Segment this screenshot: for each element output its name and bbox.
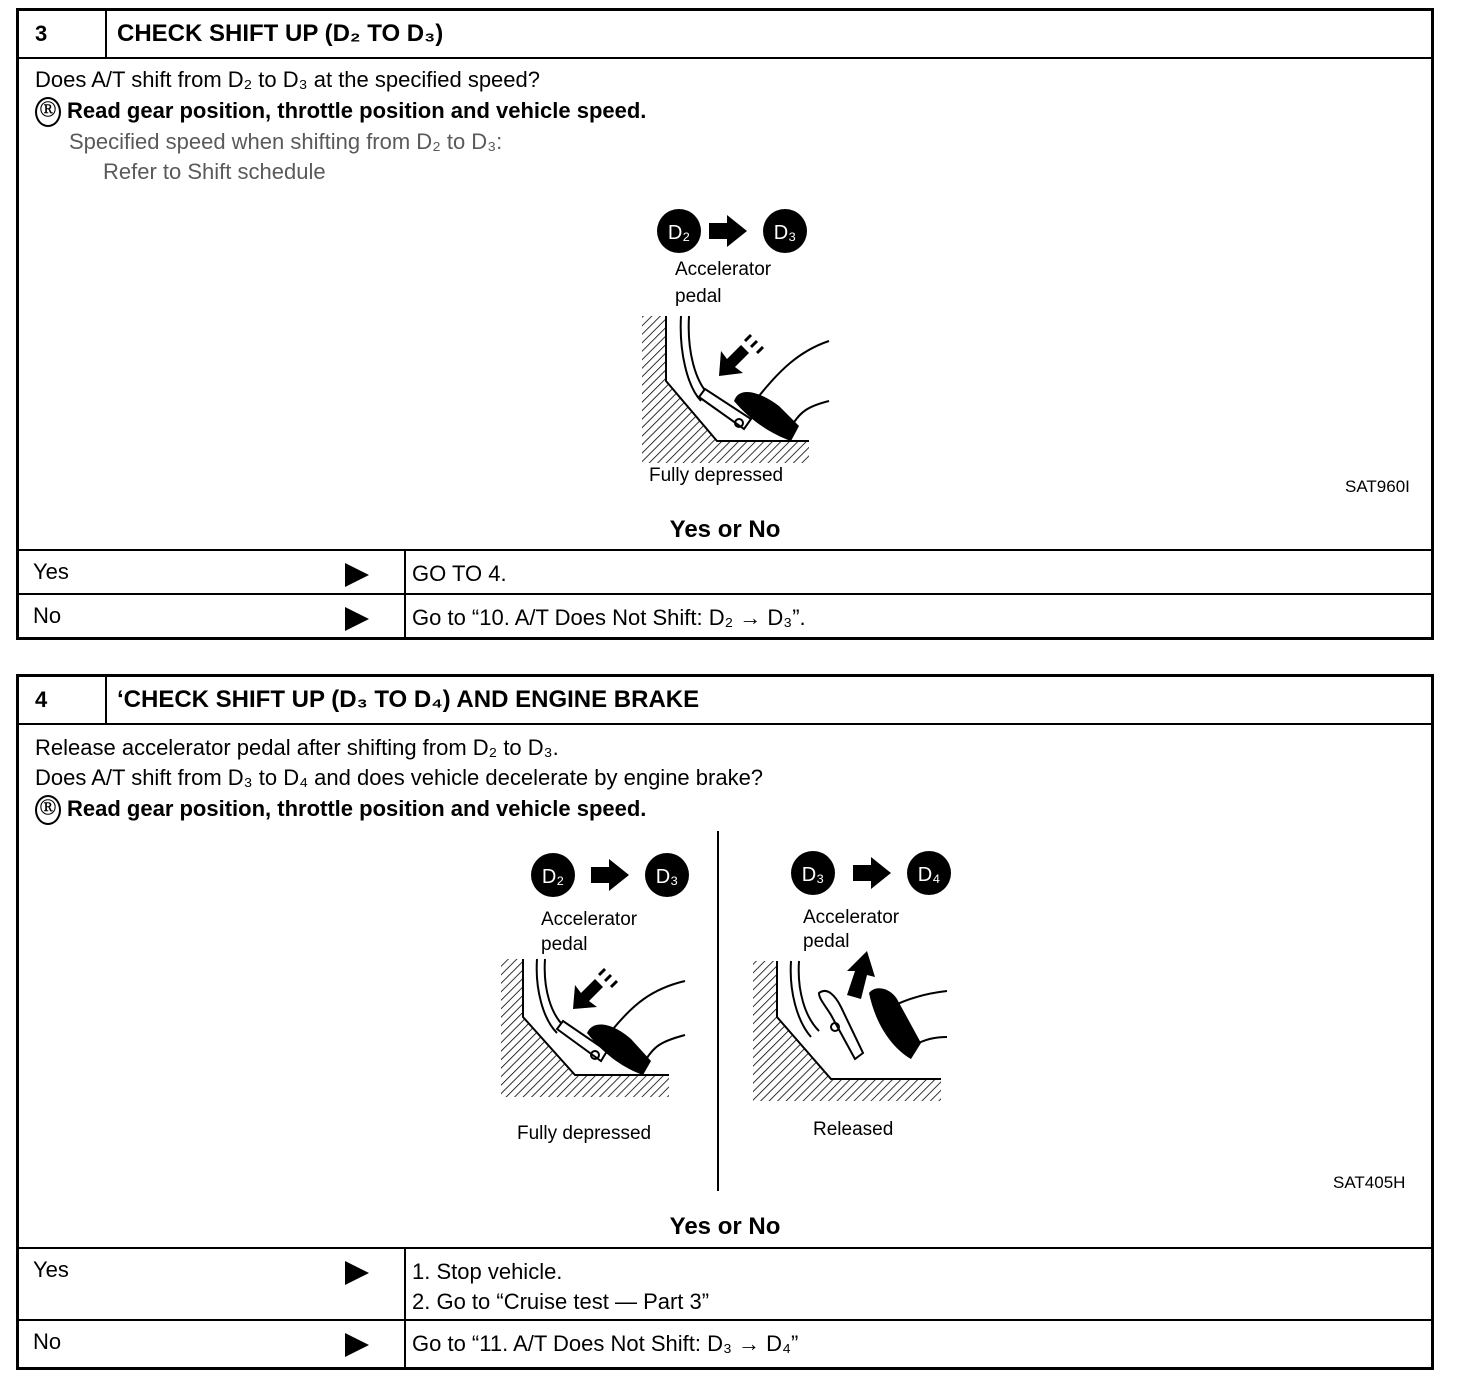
column-divider xyxy=(404,595,406,639)
gear-to-text: D₄ xyxy=(917,864,941,886)
press-arrow-icon xyxy=(573,979,603,1009)
pedal-illustration xyxy=(639,201,839,501)
step-title: CHECK SHIFT UP (D₂ TO D₃) xyxy=(117,20,444,47)
figure-code: SAT960I xyxy=(1345,477,1410,496)
step-3-block xyxy=(16,8,1434,640)
column-divider xyxy=(404,1321,406,1369)
gear-to-text: D₃ xyxy=(655,866,679,888)
column-divider xyxy=(404,1249,406,1321)
no-result: Go to “10. A/T Does Not Shift: D₂ → D₃”. xyxy=(412,605,806,630)
gear-from-text: D₂ xyxy=(667,222,691,244)
press-arrow-icon xyxy=(719,345,749,376)
step-3-header xyxy=(19,11,1431,59)
gear-from-text: D₃ xyxy=(801,864,825,886)
instruction-text: Read gear position, throttle position and vehicle speed. xyxy=(67,795,647,821)
step-number: 3 xyxy=(19,11,107,57)
instruction-text: Read gear position, throttle position and vehicle speed. xyxy=(67,97,647,123)
shift-figure-left xyxy=(499,849,699,1119)
figure-divider xyxy=(717,831,719,1191)
column-divider xyxy=(404,551,406,595)
pedal-illustration-right xyxy=(751,847,961,1117)
question-text: Does A/T shift from D₂ to D₃ at the specified speed? xyxy=(35,67,541,92)
yes-result: GO TO 4. xyxy=(412,561,507,586)
shift-figure-right xyxy=(751,847,961,1117)
pedal-state-label: Fully depressed xyxy=(517,1123,652,1144)
no-row xyxy=(19,1319,1431,1369)
yes-result-2: 2. Go to “Cruise test — Part 3” xyxy=(412,1289,710,1314)
pedal-state-label: Released xyxy=(813,1119,894,1140)
pedal-label-1: Accelerator xyxy=(541,909,638,930)
spec-line: Specified speed when shifting from D₂ to D₃: xyxy=(69,129,503,154)
yes-arrow-icon xyxy=(345,563,369,587)
shift-arrow-icon xyxy=(591,859,629,891)
step4-line-1: Release accelerator pedal after shifting from D₂ to D₃. xyxy=(35,735,559,760)
pedal-label-2: pedal xyxy=(803,931,850,952)
yes-or-no: Yes or No xyxy=(669,1213,781,1240)
step4-line-2: Does A/T shift from D₃ to D₄ and does vehicle decelerate by engine brake? xyxy=(35,765,764,790)
consult-icon: Ⓡ xyxy=(35,97,61,127)
pedal-label-2: pedal xyxy=(675,286,722,307)
step-title: ‘CHECK SHIFT UP (D₃ TO D₄) AND ENGINE BRAKE xyxy=(117,686,700,713)
pedal-illustration-left xyxy=(499,849,699,1119)
pedal-label-2: pedal xyxy=(541,934,588,955)
no-arrow-icon xyxy=(345,1333,369,1357)
no-row xyxy=(19,593,1431,639)
gear-from-text: D₂ xyxy=(541,866,565,888)
yes-row xyxy=(19,1247,1431,1321)
gear-to-text: D₃ xyxy=(773,222,797,244)
figure-code: SAT405H xyxy=(1333,1173,1406,1192)
instruction-line xyxy=(35,795,646,825)
yes-arrow-icon xyxy=(345,1261,369,1285)
shift-figure xyxy=(639,201,839,501)
pedal-label-1: Accelerator xyxy=(675,259,772,280)
step-number: 4 xyxy=(19,677,107,723)
yes-result-1: 1. Stop vehicle. xyxy=(412,1259,563,1284)
yes-result xyxy=(412,1257,709,1317)
yes-label: Yes xyxy=(33,1257,69,1282)
no-label: No xyxy=(33,603,62,628)
yes-row xyxy=(19,549,1431,595)
yes-or-no: Yes or No xyxy=(669,516,781,543)
spec-value: Refer to Shift schedule xyxy=(103,159,326,184)
no-arrow-icon xyxy=(345,607,369,631)
step-4-header xyxy=(19,677,1431,725)
no-result: Go to “11. A/T Does Not Shift: D₃ → D₄” xyxy=(412,1331,799,1356)
pedal-label-1: Accelerator xyxy=(803,907,900,928)
step-4-block xyxy=(16,674,1434,1370)
shift-arrow-icon xyxy=(709,215,747,247)
pedal-state-label: Fully depressed xyxy=(649,465,784,486)
yes-label: Yes xyxy=(33,559,69,584)
instruction-line xyxy=(35,97,646,127)
consult-icon: Ⓡ xyxy=(35,795,61,825)
no-label: No xyxy=(33,1329,62,1354)
shift-arrow-icon xyxy=(853,857,891,889)
